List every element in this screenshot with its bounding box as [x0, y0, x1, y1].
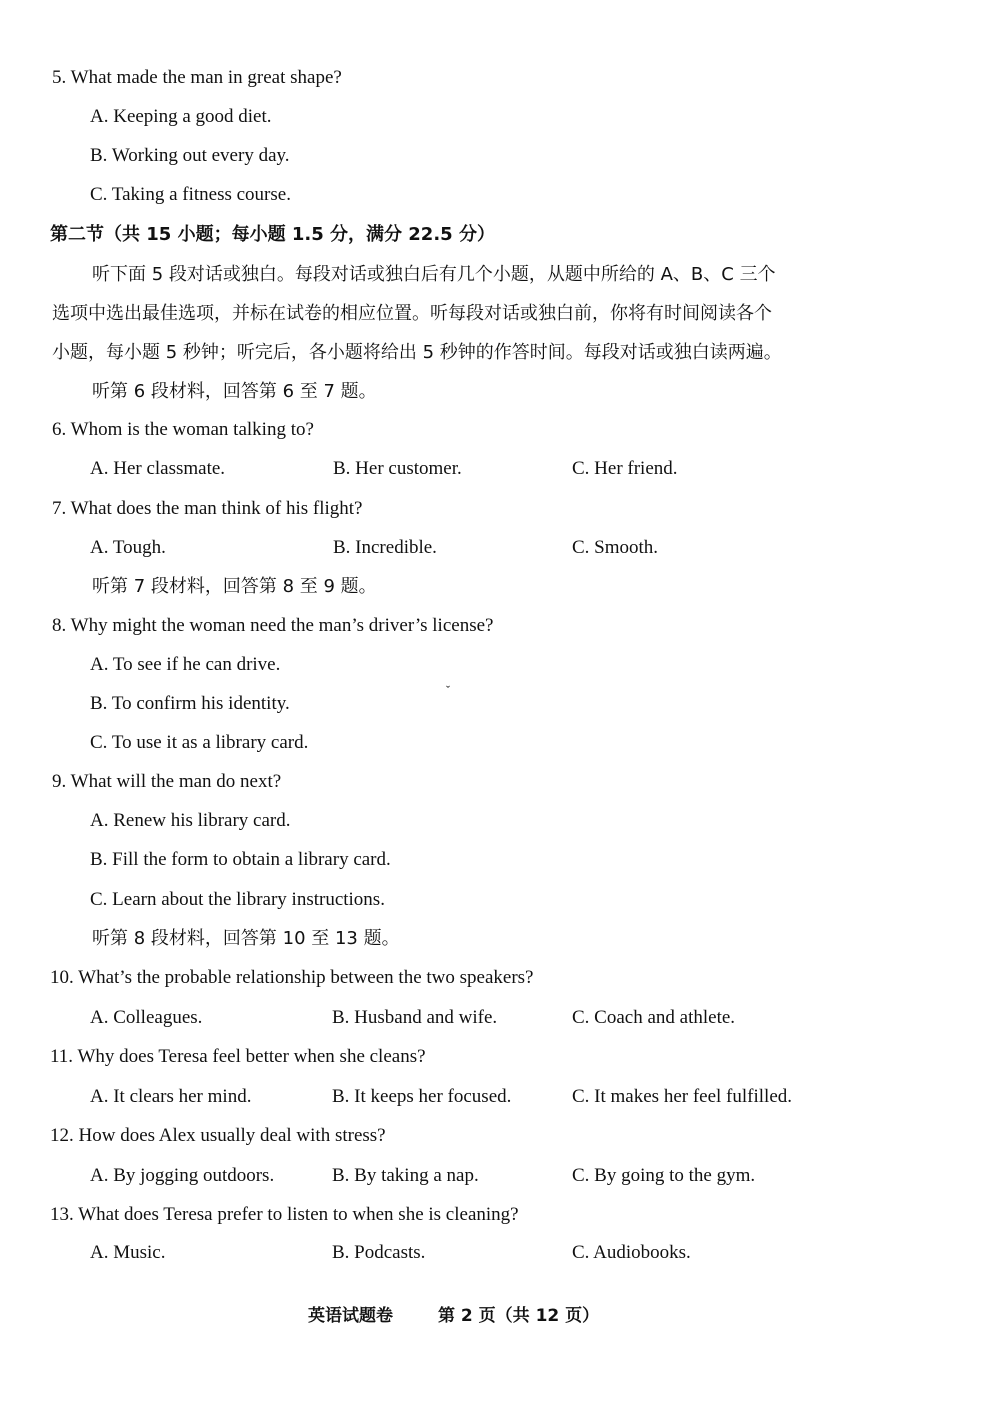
question-11-stem: 11. Why does Teresa feel better when she cleans? — [50, 1046, 426, 1067]
section-intro-line-1: 听下面 5 段对话或独白。每段对话或独白后有几个小题，从题中所给的 A、B、C 三个 — [92, 264, 776, 285]
question-13-option-c: C. Audiobooks. — [572, 1242, 691, 1263]
question-6-option-a: A. Her classmate. — [90, 458, 226, 479]
question-12-option-a: A. By jogging outdoors. — [90, 1165, 275, 1186]
question-9-stem: 9. What will the man do next? — [52, 771, 282, 792]
section-intro-line-2: 选项中选出最佳选项，并标在试卷的相应位置。听每段对话或独白前，你将有时间阅读各个 — [52, 303, 772, 324]
question-11-option-c: C. It makes her feel fulfilled. — [572, 1086, 793, 1107]
question-7-stem: 7. What does the man think of his flight? — [52, 498, 363, 519]
question-8-option-c: C. To use it as a library card. — [90, 732, 309, 753]
stray-pen-mark: ˇ — [446, 683, 450, 697]
question-10-option-b: B. Husband and wife. — [332, 1007, 498, 1028]
question-13-option-a: A. Music. — [90, 1242, 166, 1263]
question-13-stem: 13. What does Teresa prefer to listen to when she is cleaning? — [50, 1204, 519, 1225]
question-12-option-b: B. By taking a nap. — [332, 1165, 479, 1186]
question-13-option-b: B. Podcasts. — [332, 1242, 426, 1263]
question-8-option-a: A. To see if he can drive. — [90, 654, 281, 675]
question-9-option-a: A. Renew his library card. — [90, 810, 291, 831]
question-6-option-c: C. Her friend. — [572, 458, 678, 479]
question-7-option-c: C. Smooth. — [572, 537, 659, 558]
material-7-instruction: 听第 7 段材料，回答第 8 至 9 题。 — [92, 576, 377, 597]
question-10-option-a: A. Colleagues. — [90, 1007, 203, 1028]
question-11-option-b: B. It keeps her focused. — [332, 1086, 512, 1107]
footer-page-number: 第 2 页（共 12 页） — [438, 1306, 600, 1326]
question-7-option-a: A. Tough. — [90, 537, 166, 558]
question-8-option-b: B. To confirm his identity. — [90, 693, 290, 714]
question-8-stem: 8. Why might the woman need the man’s driver’s license? — [52, 615, 494, 636]
question-10-stem: 10. What’s the probable relationship between the two speakers? — [50, 967, 534, 988]
question-12-stem: 12. How does Alex usually deal with stress? — [50, 1125, 386, 1146]
question-6-stem: 6. Whom is the woman talking to? — [52, 419, 314, 440]
footer-exam-title: 英语试题卷 — [308, 1306, 393, 1326]
question-10-option-c: C. Coach and athlete. — [572, 1007, 736, 1028]
question-9-option-b: B. Fill the form to obtain a library card. — [90, 849, 391, 870]
question-11-option-a: A. It clears her mind. — [90, 1086, 252, 1107]
question-5-option-c: C. Taking a fitness course. — [90, 184, 291, 205]
question-5-option-b: B. Working out every day. — [90, 145, 290, 166]
question-5-stem: 5. What made the man in great shape? — [52, 67, 342, 88]
question-12-option-c: C. By going to the gym. — [572, 1165, 756, 1186]
material-8-instruction: 听第 8 段材料，回答第 10 至 13 题。 — [92, 928, 400, 949]
question-5-option-a: A. Keeping a good diet. — [90, 106, 272, 127]
section-heading: 第二节（共 15 小题；每小题 1.5 分，满分 22.5 分） — [50, 224, 495, 245]
material-6-instruction: 听第 6 段材料，回答第 6 至 7 题。 — [92, 381, 377, 402]
section-intro-line-3: 小题，每小题 5 秒钟；听完后，各小题将给出 5 秒钟的作答时间。每段对话或独白读两遍。 — [52, 342, 782, 363]
question-7-option-b: B. Incredible. — [333, 537, 437, 558]
question-6-option-b: B. Her customer. — [333, 458, 462, 479]
question-9-option-c: C. Learn about the library instructions. — [90, 889, 385, 910]
